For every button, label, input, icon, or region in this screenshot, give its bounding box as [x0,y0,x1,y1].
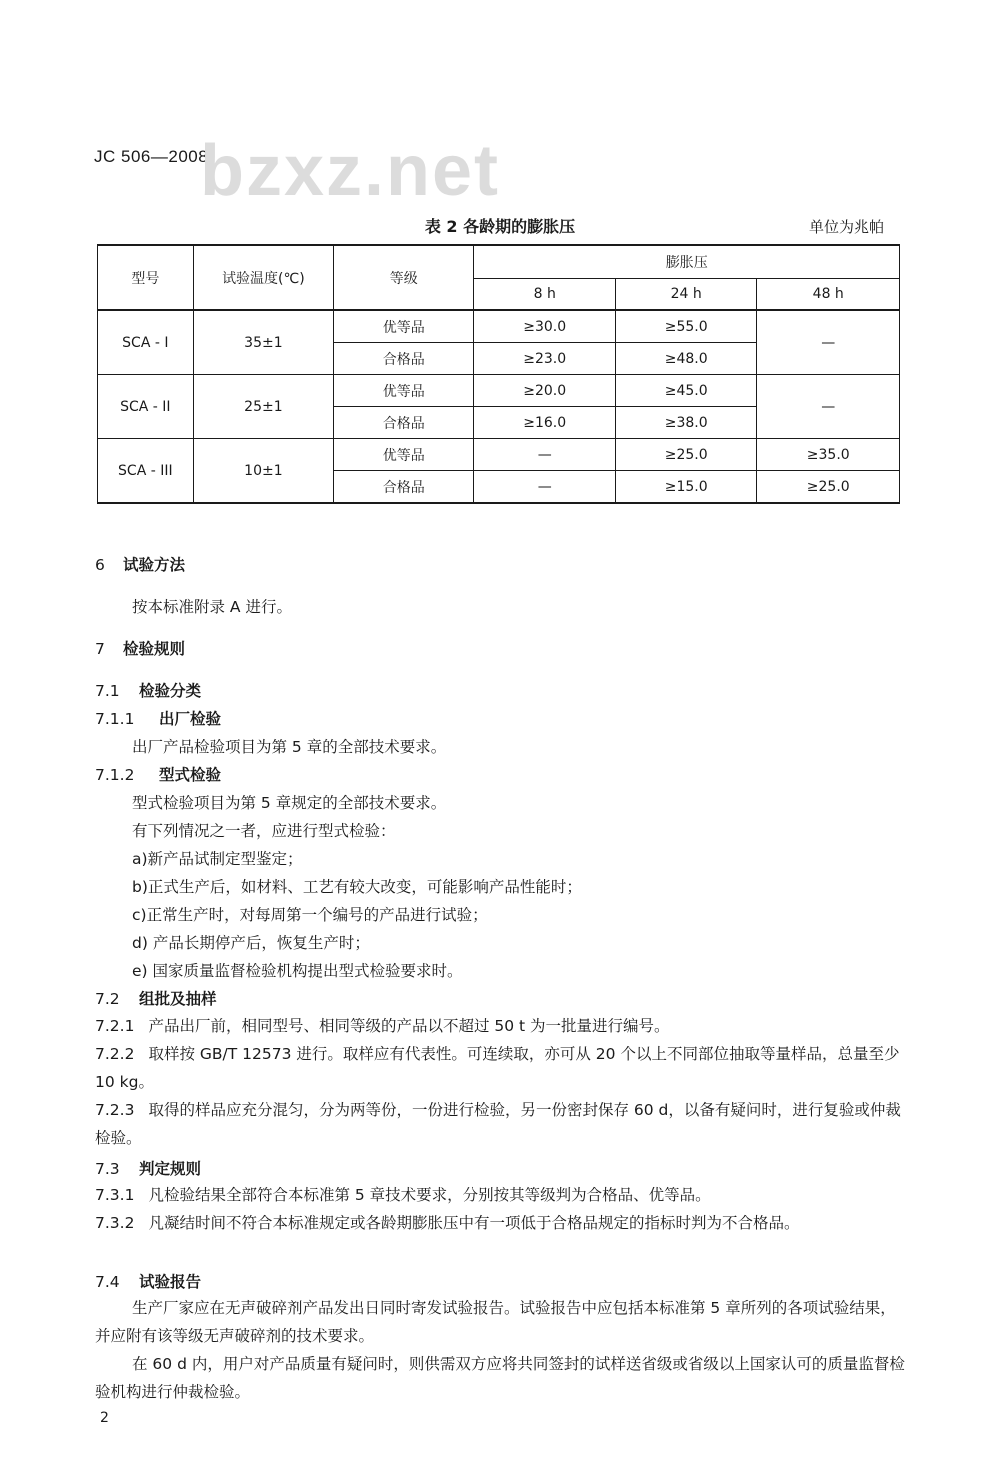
header-pressure: 膨胀压 [474,245,900,279]
section-7-1-2-body2: 有下列情况之一者，应进行型式检验： [132,822,396,840]
section-title: 试验方法 [123,556,186,574]
cell-grade: 优等品 [334,439,474,471]
section-number: 6 [95,556,105,574]
cell-grade: 优等品 [334,310,474,343]
header-grade: 等级 [334,245,474,310]
cell-24h: ≥55.0 [615,310,757,343]
header-model: 型号 [98,245,194,310]
clause-7-3-1 [95,1181,905,1209]
section-title: 检验分类 [139,682,202,700]
cell-24h: ≥48.0 [615,343,757,375]
section-7-1-1-body: 出厂产品检验项目为第 5 章的全部技术要求。 [132,738,447,756]
page-number: 2 [100,1410,109,1426]
list-item: b)正式生产后，如材料、工艺有较大改变，可能影响产品性能时； [132,878,582,896]
list-item: c)正常生产时，对每周第一个编号的产品进行试验； [132,906,488,924]
cell-model: SCA - I [98,310,194,375]
cell-temp: 35±1 [193,310,333,375]
table-row [98,439,900,471]
clause-7-3-2 [95,1209,905,1237]
cell-24h: ≥45.0 [615,375,757,407]
section-title: 试验报告 [139,1273,202,1291]
cell-grade: 优等品 [334,375,474,407]
section-number: 7.1.1 [95,710,135,728]
cell-24h: ≥25.0 [615,439,757,471]
section-7-4-heading [95,1270,201,1292]
clause-7-2-1 [95,1012,905,1040]
clause-7-2-2 [95,1040,905,1096]
header-48h: 48 h [757,279,900,311]
section-7-1-1-heading [95,707,221,729]
clause-text: 凡凝结时间不符合本标准规定或各龄期膨胀压中有一项低于合格品规定的指标时判为不合格品。 [148,1214,800,1232]
section-7-1-2-body1: 型式检验项目为第 5 章规定的全部技术要求。 [132,794,447,812]
clause-number: 7.2.1 [95,1017,135,1035]
cell-8h: ≥16.0 [474,407,616,439]
cell-48h: ≥35.0 [757,439,900,471]
cell-temp: 25±1 [193,375,333,439]
clause-text: 凡检验结果全部符合本标准第 5 章技术要求，分别按其等级判为合格品、优等品。 [148,1186,711,1204]
section-number: 7.3 [95,1160,120,1178]
cell-8h: ≥20.0 [474,375,616,407]
watermark: bzxz.net [200,131,501,211]
clause-7-2-3 [95,1096,905,1152]
section-number: 7.1.2 [95,766,135,784]
section-6-body: 按本标准附录 A 进行。 [132,598,292,616]
cell-8h: ≥30.0 [474,310,616,343]
section-7-1-heading [95,679,201,701]
cell-8h: — [474,439,616,471]
section-7-4-body2: 在 60 d 内，用户对产品质量有疑问时，则供需双方应将共同签封的试样送省级或省级以上国家认可的质量监督检验机构进行仲裁检验。 [95,1355,905,1401]
section-7-3-heading [95,1157,201,1179]
expansion-pressure-table [97,244,900,504]
cell-temp: 10±1 [193,439,333,504]
cell-48h: — [757,375,900,439]
section-7-1-2-heading [95,763,221,785]
cell-8h: ≥23.0 [474,343,616,375]
clause-number: 7.3.2 [95,1214,135,1232]
section-title: 检验规则 [123,640,186,658]
list-item: e) 国家质量监督检验机构提出型式检验要求时。 [132,962,463,980]
section-number: 7.1 [95,682,120,700]
section-7-heading [95,637,185,659]
cell-8h: — [474,471,616,504]
section-number: 7 [95,640,105,658]
section-6-heading [95,553,185,575]
cell-model: SCA - II [98,375,194,439]
section-title: 组批及抽样 [139,990,217,1008]
clause-number: 7.2.3 [95,1101,135,1119]
section-7-4-body1: 生产厂家应在无声破碎剂产品发出日同时寄发试验报告。试验报告中应包括本标准第 5 章所列的各项试验结果，并应附有该等级无声破碎剂的技术要求。 [95,1299,896,1345]
section-title: 出厂检验 [159,710,222,728]
header-24h: 24 h [615,279,757,311]
header-temp: 试验温度(℃) [193,245,333,310]
table-row [98,375,900,407]
section-title: 型式检验 [159,766,222,784]
table-caption: 表 2 各龄期的膨胀压 [424,217,576,236]
cell-grade: 合格品 [334,343,474,375]
list-item: d) 产品长期停产后，恢复生产时； [132,934,370,952]
standard-code: JC 506—2008 [94,147,209,166]
table-header-row [98,245,900,279]
clause-number: 7.3.1 [95,1186,135,1204]
cell-24h: ≥15.0 [615,471,757,504]
list-item: a)新产品试制定型鉴定； [132,850,303,868]
section-7-2-heading [95,987,217,1009]
cell-model: SCA - III [98,439,194,504]
cell-48h: ≥25.0 [757,471,900,504]
section-number: 7.4 [95,1273,120,1291]
header-8h: 8 h [474,279,616,311]
cell-grade: 合格品 [334,407,474,439]
table-unit: 单位为兆帕 [808,218,884,236]
clause-text: 取得的样品应充分混匀，分为两等份，一份进行检验，另一份密封保存 60 d，以备有疑问时，进行复验或仲裁检验。 [95,1101,901,1147]
section-title: 判定规则 [139,1160,202,1178]
clause-number: 7.2.2 [95,1045,135,1063]
cell-grade: 合格品 [334,471,474,504]
clause-text: 产品出厂前，相同型号、相同等级的产品以不超过 50 t 为一批量进行编号。 [148,1017,670,1035]
clause-text: 取样按 GB/T 12573 进行。取样应有代表性。可连续取，亦可从 20 个以上不同部位抽取等量样品，总量至少 10 kg。 [95,1045,900,1091]
cell-24h: ≥38.0 [615,407,757,439]
cell-48h: — [757,310,900,375]
section-number: 7.2 [95,990,120,1008]
table-row [98,310,900,343]
